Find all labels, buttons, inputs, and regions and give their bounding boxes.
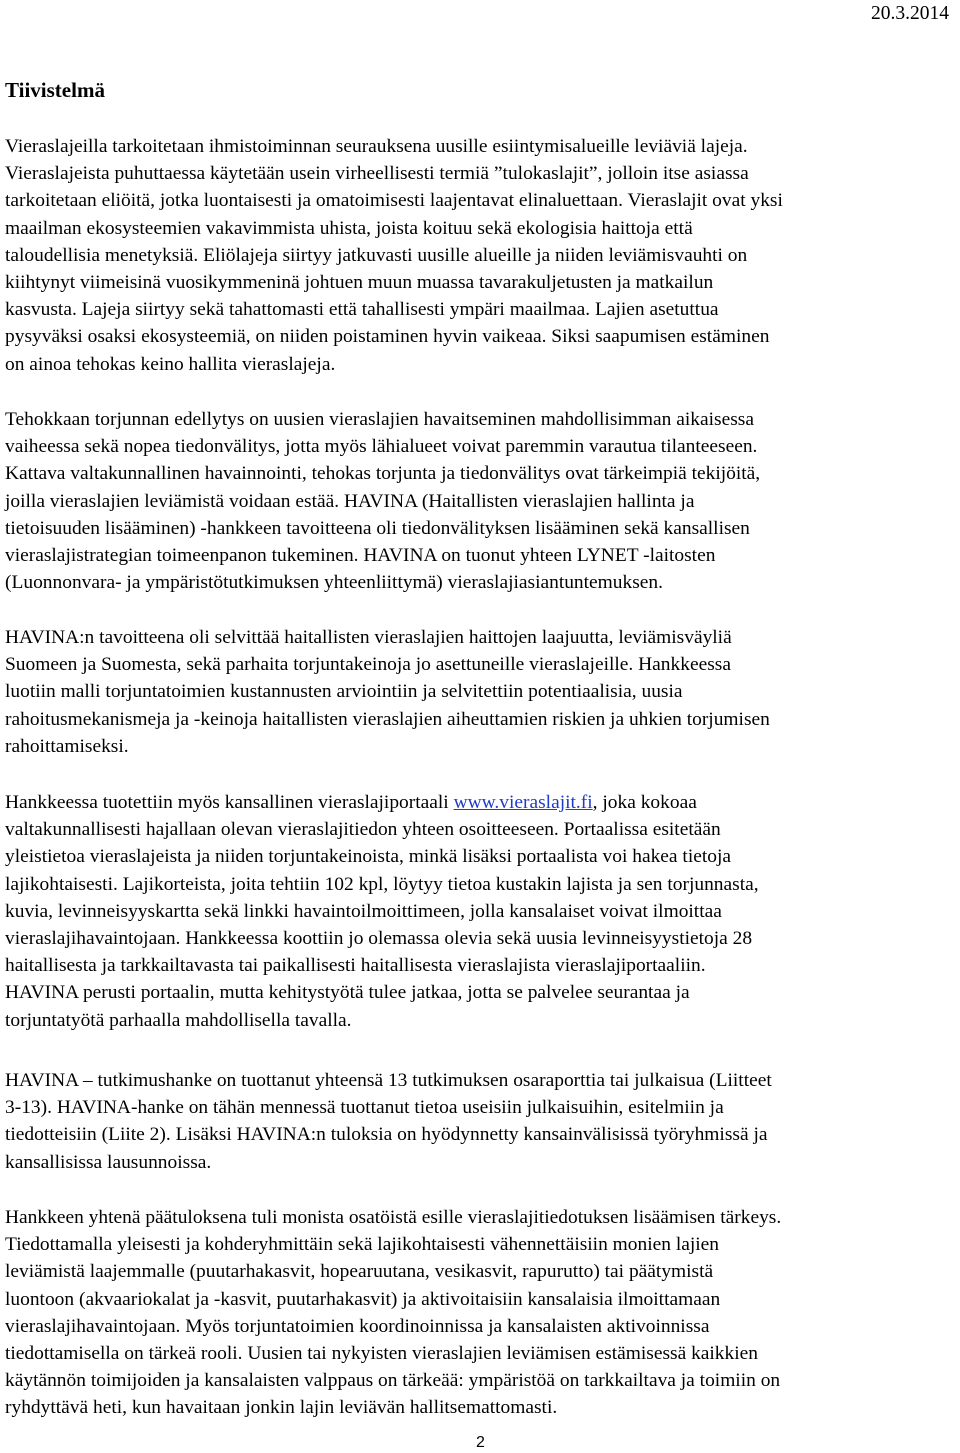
paragraph-line: kuvia, levinneisyyskartta sekä linkki havaintoilmoittimeen, jolla kansalaiset voivat ilmoittaa bbox=[5, 900, 722, 922]
paragraph-line: Kattava valtakunnallinen havainnointi, tehokas torjunta ja tiedonvälitys ovat tärkeimpiä tekijöitä, bbox=[5, 463, 761, 485]
paragraph-line: vieraslajistrategian toimeenpanon tukeminen. HAVINA on tuonut yhteen LYNET -laitosten bbox=[5, 545, 716, 567]
paragraph-line: kiihtynyt viimeisinä vuosikymmeninä johtuen muun muassa tavarakuljetusten ja matkailun bbox=[5, 272, 714, 294]
paragraph-line: tarkoitetaan eliöitä, jotka luontaisesti ja omatoimisesti laajentavat elinaluettaan. Vieraslajit ovat yksi bbox=[5, 190, 783, 212]
paragraph-objectives bbox=[5, 624, 955, 760]
paragraph-line: yleistietoa vieraslajeista ja niiden torjuntakeinoista, minkä lisäksi portaalista voi hakea tietoja bbox=[5, 846, 731, 868]
page-number: 2 bbox=[476, 1434, 485, 1451]
paragraph-line: Vieraslajeista puhuttaessa käytetään usein virheellisesti termiä ”tulokaslajit”, jolloin itse asiassa bbox=[5, 163, 749, 185]
document-date: 20.3.2014 bbox=[871, 3, 949, 24]
portal-link[interactable]: www.vieraslajit.fi bbox=[453, 792, 593, 813]
paragraph-line: luontoon (akvaariokalat ja -kasvit, puutarhakasvit) ja aktivoitaisiin kansalaisia ilmoittamaan bbox=[5, 1288, 721, 1310]
paragraph-line: käytännön toimijoiden ja kansalaisten valppaus on tärkeää: ympäristöä on tarkkailtava ja toimiin on bbox=[5, 1370, 781, 1392]
section-title: Tiivistelmä bbox=[5, 78, 105, 102]
paragraph-line: rahoitusmekanismeja ja -keinoja haitallisten vieraslajien aiheuttamien riskien ja uhkien torjumisen bbox=[5, 708, 770, 730]
paragraph-line: rahoittamiseksi. bbox=[5, 735, 129, 757]
paragraph-line: Vieraslajeilla tarkoitetaan ihmistoiminnan seurauksena uusille esiintymisalueille leviäviä lajeja. bbox=[5, 136, 748, 157]
paragraph-line: HAVINA:n tavoitteena oli selvittää haitallisten vieraslajien haittojen laajuutta, leviämisväyliä bbox=[5, 627, 732, 648]
paragraph-line: tiedottamisella on tärkeä rooli. Uusien tai nykyisten vieraslajien leviämisen estämisessä kaikkien bbox=[5, 1343, 758, 1365]
paragraph-line: leviämistä laajemmalle (puutarhakasvit, hopearuutana, vesikasvit, rapurutto) tai päätymistä bbox=[5, 1261, 714, 1283]
paragraph-line bbox=[5, 789, 955, 816]
paragraph-line: luotiin malli torjuntatoimien kustannusten arviointiin ja selvitettiin potentiaalisia, uusia bbox=[5, 681, 683, 703]
paragraph-line: Tehokkaan torjunnan edellytys on uusien vieraslajien havaitseminen mahdollisimman aikaisessa bbox=[5, 409, 754, 430]
paragraph-line: kasvusta. Lajeja siirtyy sekä tahattomasti että tahallisesti ympäri maailmaa. Lajien asetuttua bbox=[5, 299, 719, 321]
paragraph-line: tiedotteisiin (Liite 2). Lisäksi HAVINA:n tuloksia on hyödynnetty kansainvälisissä työryhmissä ja bbox=[5, 1124, 768, 1146]
paragraph-line: taloudellisia menetyksiä. Eliölajeja siirtyy jatkuvasti uusille alueille ja niiden leviämisvauhti on bbox=[5, 244, 748, 266]
paragraph-line: HAVINA – tutkimushanke on tuottanut yhteensä 13 tutkimuksen osaraporttia tai julkaisua (Liitteet bbox=[5, 1070, 772, 1091]
paragraph-portal bbox=[5, 789, 955, 1034]
paragraph-line: vaiheessa sekä nopea tiedonvälitys, jotta myös lähialueet voivat paremmin varautua tilanteeseen. bbox=[5, 436, 758, 458]
paragraph-line: vieraslajihavaintojaan. Hankkeessa koottiin jo olemassa olevia sekä uusia levinneisyystietoja 28 bbox=[5, 928, 753, 950]
paragraph-line: Suomeen ja Suomesta, sekä parhaita torjuntakeinoja jo asettuneille vieraslajeille. Hankkeessa bbox=[5, 654, 731, 676]
paragraph-definition bbox=[5, 133, 955, 378]
paragraph-line: 3-13). HAVINA-hanke on tähän mennessä tuottanut tietoa useisiin julkaisuihin, esitelmiin ja bbox=[5, 1097, 724, 1119]
paragraph-line: lajikohtaisesti. Lajikorteista, joita tehtiin 102 kpl, löytyy tietoa kustakin lajista ja sen torjunnasta, bbox=[5, 873, 759, 895]
paragraph-line: (Luonnonvara- ja ympäristötutkimuksen yhteenliittymä) vieraslajiasiantuntemuksen. bbox=[5, 572, 664, 594]
paragraph-line: joilla vieraslajien leviämistä voidaan estää. HAVINA (Haitallisten vieraslajien hallinta ja bbox=[5, 490, 695, 512]
paragraph-line: on ainoa tehokas keino hallita vieraslajeja. bbox=[5, 353, 336, 375]
paragraph-line: torjuntatyötä parhaalla mahdollisella tavalla. bbox=[5, 1009, 352, 1031]
paragraph-conclusions bbox=[5, 1204, 955, 1422]
paragraph-line: vieraslajihavaintojaan. Myös torjuntatoimien koordinoinnissa ja kansalaisten aktivoinnissa bbox=[5, 1315, 710, 1337]
paragraph-line: kansallisissa lausunnoissa. bbox=[5, 1151, 212, 1173]
paragraph-line: HAVINA perusti portaalin, mutta kehitystyötä tulee jatkaa, jotta se palvelee seurantaa ja bbox=[5, 982, 690, 1004]
portal-intro-text: Hankkeessa tuotettiin myös kansallinen vieraslajiportaali bbox=[5, 792, 454, 813]
paragraph-line: maailman ekosysteemien vakavimmista uhista, joista koituu sekä ekologisia haittoja että bbox=[5, 217, 693, 239]
paragraph-line: pysyväksi osaksi ekosysteemiä, on niiden poistaminen hyvin vaikeaa. Siksi saapumisen estäminen bbox=[5, 326, 770, 348]
portal-intro-tail: , joka kokoaa bbox=[592, 792, 697, 813]
paragraph-control bbox=[5, 406, 955, 596]
paragraph-line: ryhdyttävä heti, kun havaitaan jonkin lajin leviävän hallitsemattomasti. bbox=[5, 1397, 558, 1419]
paragraph-publications bbox=[5, 1067, 955, 1176]
paragraph-line: tietoisuuden lisääminen) -hankkeen tavoitteena oli tiedonvälityksen lisääminen sekä kansallisen bbox=[5, 517, 750, 539]
paragraph-line: Hankkeen yhtenä päätuloksena tuli monista osatöistä esille vieraslajitiedotuksen lisäämisen tärkeys. bbox=[5, 1207, 782, 1228]
paragraph-line: haitallisesta ja tarkkailtavasta tai paikallisesti haitallisesta vieraslajista vieraslajiportaaliin. bbox=[5, 955, 706, 977]
paragraph-line: Tiedottamalla yleisesti ja kohderyhmittäin sekä lajikohtaisesti vähennettäisiin monien lajien bbox=[5, 1234, 719, 1256]
paragraph-line: valtakunnallisesti hajallaan olevan vieraslajitiedon yhteen osoitteeseen. Portaalissa esitetään bbox=[5, 819, 721, 841]
